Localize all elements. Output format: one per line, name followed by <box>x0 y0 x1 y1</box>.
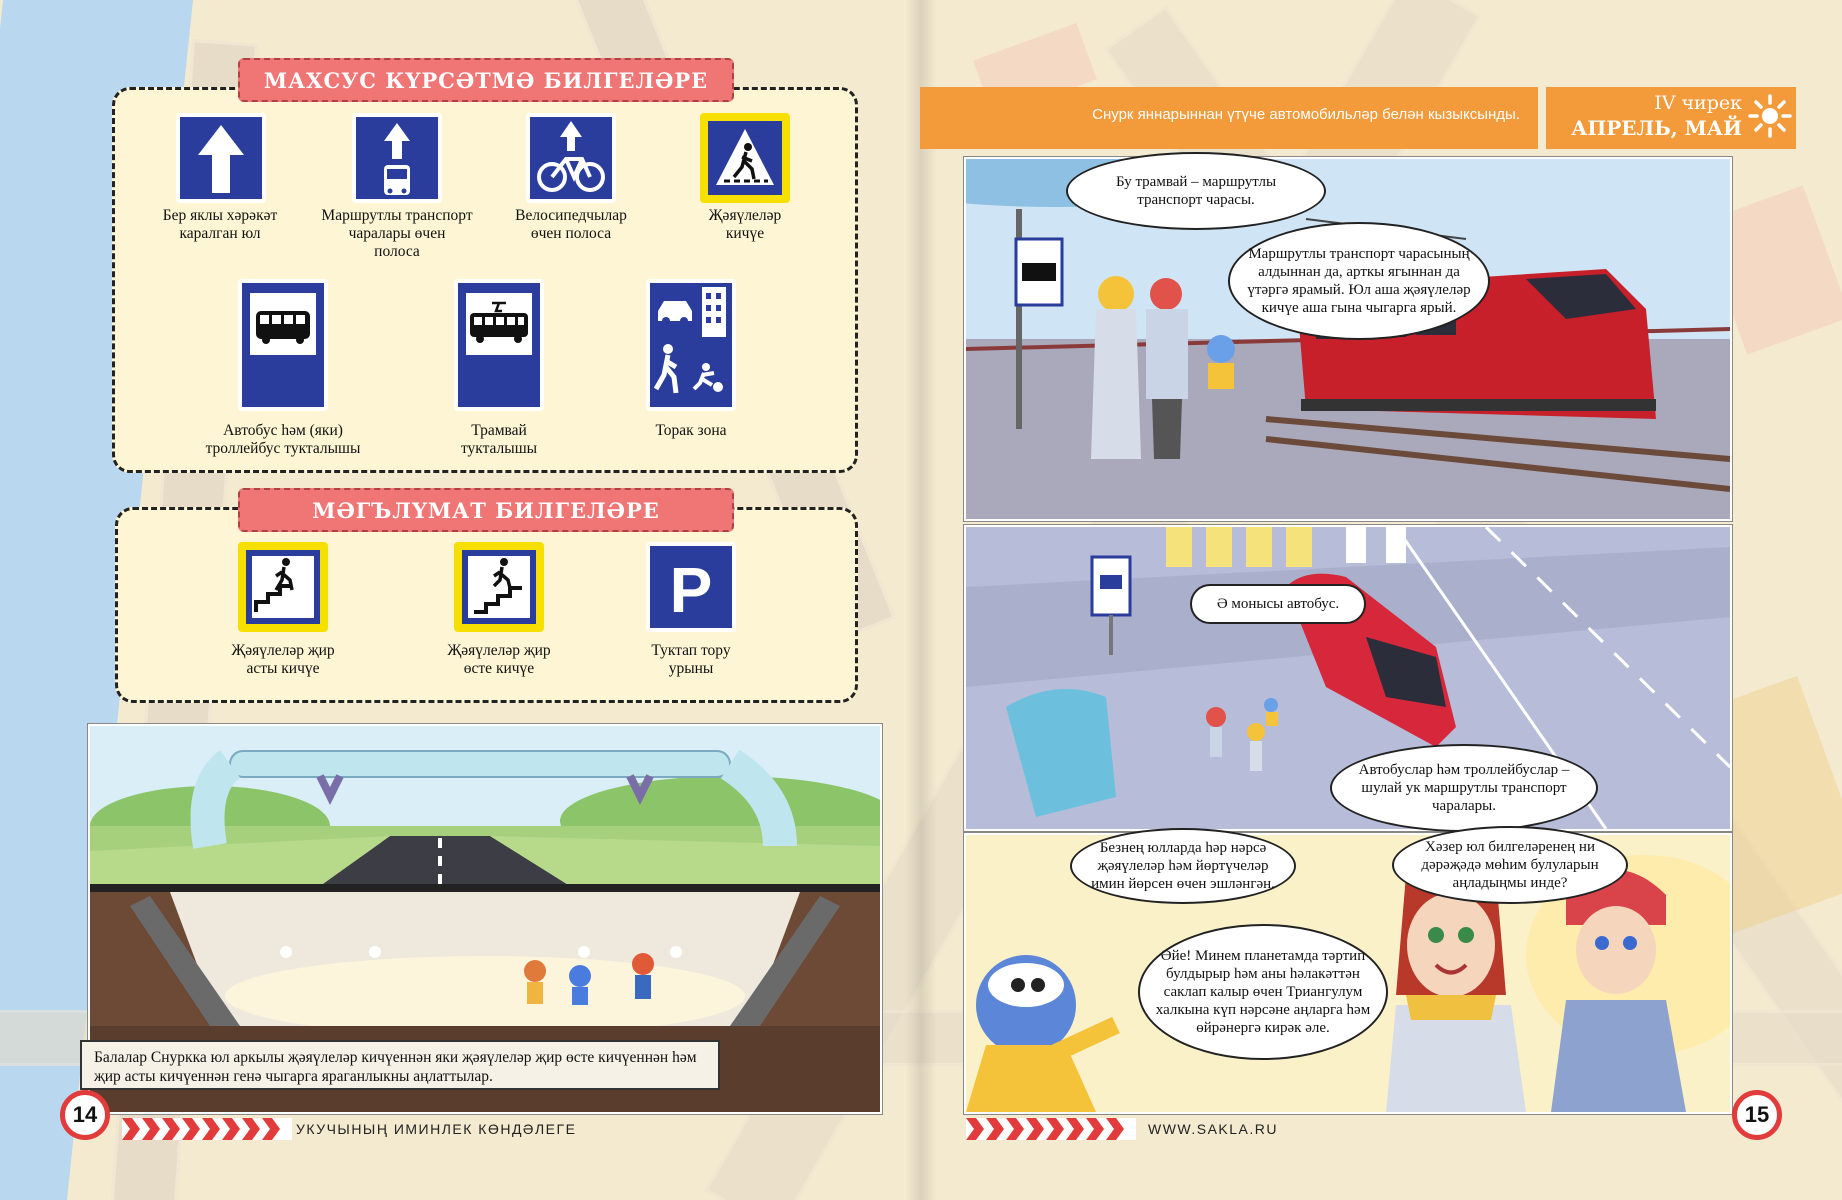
parking-sign-icon <box>644 540 738 634</box>
pedestrian-crossing-sign-icon <box>698 111 792 205</box>
page-number-left: 14 <box>60 1090 110 1140</box>
sign-caption: Велосипедчылар өчен полоса <box>515 207 627 242</box>
chevron-stripe <box>966 1118 1136 1140</box>
sign-caption: Торак зона <box>655 422 727 439</box>
tram-stop-sign-icon <box>452 277 546 413</box>
scene-caption: Балалар Снуркка юл аркылы җәяүлеләр кичүеннән яки җәяүлеләр җир өсте кичүеннән һәм җир асты кичүеннән генә чыгарга яраганлыкны аңлаттылар. <box>80 1040 720 1090</box>
sign-caption: Автобус һәм (яки) троллейбус тукталышы <box>205 422 361 457</box>
residential-zone-sign-icon <box>644 277 738 413</box>
speech-bubble: Ә монысы автобус. <box>1190 584 1366 624</box>
sign-caption: Җәяүлеләр җир асты кичүе <box>231 642 335 677</box>
sign-caption: Трамвай тукталышы <box>460 422 538 457</box>
sign-caption: Бер яклы хәрәкәт каралган юл <box>162 207 278 242</box>
quarter-label: IV чирек <box>1654 92 1742 114</box>
months-label: АПРЕЛЬ, МАЙ <box>1571 116 1742 140</box>
speech-bubble: Бу трамвай – маршрутлы транспорт чарасы. <box>1066 152 1326 230</box>
sign-caption: Туктап тору урыны <box>651 642 731 677</box>
footer-title: УКУЧЫНЫҢ ИМИНЛЕК КӨНДӘЛЕГЕ <box>296 1121 577 1137</box>
special-signs-title: МАХСУС КҮРСӘТМӘ БИЛГЕЛӘРЕ <box>238 58 734 102</box>
sign-caption: Маршрутлы транспорт чаралары өчен полоса <box>321 207 473 260</box>
underground-crossing-sign-icon <box>236 540 330 634</box>
speech-bubble: Хәзер юл билгеләренең ни дәрәҗәдә мөһим булуларын аңладыңмы инде? <box>1392 826 1628 904</box>
sign-caption: Җәяүлеләр кичүе <box>708 207 782 242</box>
footer-website: WWW.SAKLA.RU <box>1148 1121 1279 1137</box>
speech-bubble: Әйе! Минем планетамда тәртип булдырыр һәм аны һәлакәттән саклап калыр өчен Триангулум халкына күп нәрсәне аңларга һәм өйрәнергә кирәк әле. <box>1138 924 1388 1060</box>
svg-text:P: P <box>669 554 713 626</box>
speech-bubble: Автобуслар һәм троллейбуслар – шулай ук маршрутлы транспорт чаралары. <box>1330 744 1598 832</box>
speech-bubble: Безнең юлларда һәр нәрсә җәяүлеләр һәм йөртүчеләр имин йөрсен өчен эшләнгән. <box>1070 828 1296 904</box>
speech-bubble: Маршрутлы транспорт чарасының алдыннан да, арткы ягыннан да үтәргә ярамый. Юл аша җәяүлеләр кичүе аша гына чыгарга ярый. <box>1228 222 1490 340</box>
sun-icon <box>1748 94 1792 138</box>
bus-lane-sign-icon <box>350 111 444 205</box>
overpass-crossing-sign-icon <box>452 540 546 634</box>
one-way-road-sign-icon <box>174 111 268 205</box>
bicycle-lane-sign-icon <box>524 111 618 205</box>
header-note: Снурк яннарыннан үтүче автомобильләр белән кызыксынды. <box>1092 106 1520 123</box>
information-signs-title: МӘГЪЛҮМАТ БИЛГЕЛӘРЕ <box>238 488 734 532</box>
page-number-right: 15 <box>1732 1090 1782 1140</box>
sign-caption: Җәяүлеләр җир өсте кичүе <box>447 642 551 677</box>
bus-stop-sign-icon <box>236 277 330 413</box>
book-gutter <box>905 0 937 1200</box>
chevron-stripe <box>122 1118 292 1140</box>
